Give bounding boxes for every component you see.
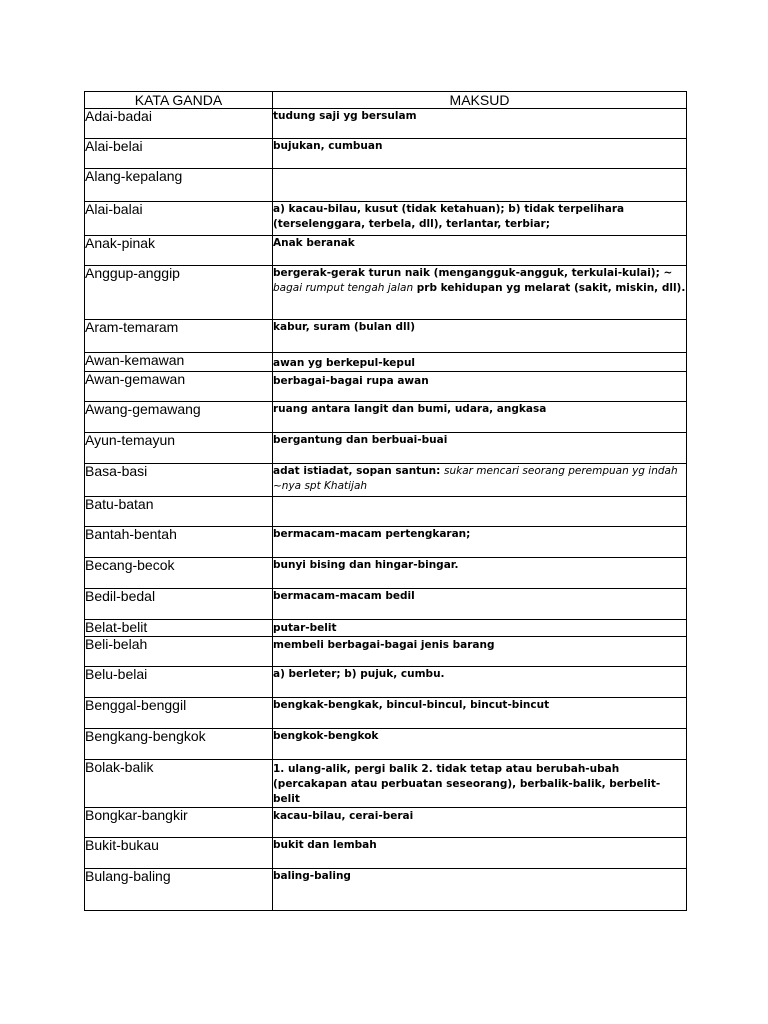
kata-ganda-cell: Belu-belai bbox=[85, 667, 273, 698]
maksud-cell bbox=[273, 353, 687, 372]
definition-text: awan yg berkepul-kepul bbox=[273, 357, 416, 369]
table-row bbox=[85, 353, 687, 372]
maksud-cell bbox=[273, 558, 687, 589]
definition-text: membeli berbagai-bagai jenis barang bbox=[273, 639, 495, 651]
table-row bbox=[85, 402, 687, 433]
table-row bbox=[85, 236, 687, 266]
definition-text: kabur, suram (bulan dll) bbox=[273, 321, 416, 333]
definition-text: ruang antara langit dan bumi, udara, angkasa bbox=[273, 403, 547, 415]
header-maksud: MAKSUD bbox=[273, 92, 687, 109]
kata-ganda-cell: Alai-belai bbox=[85, 139, 273, 169]
definition-text: bermacam-macam pertengkaran; bbox=[273, 528, 471, 540]
maksud-cell bbox=[273, 202, 687, 236]
maksud-cell bbox=[273, 497, 687, 527]
kata-ganda-cell: Ayun-temayun bbox=[85, 433, 273, 464]
maksud-cell bbox=[273, 139, 687, 169]
kata-ganda-cell: Bulang-baling bbox=[85, 869, 273, 911]
maksud-cell bbox=[273, 266, 687, 320]
table-row bbox=[85, 620, 687, 637]
kata-ganda-cell: Awang-gemawang bbox=[85, 402, 273, 433]
table-row bbox=[85, 109, 687, 139]
table-row bbox=[85, 869, 687, 911]
definition-text: bermacam-macam bedil bbox=[273, 590, 415, 602]
kata-ganda-cell: Bukit-bukau bbox=[85, 838, 273, 869]
table-row bbox=[85, 729, 687, 760]
header-kata-ganda: KATA GANDA bbox=[85, 92, 273, 109]
definition-text: a) kacau-bilau, kusut (tidak ketahuan); b) tidak terpelihara (terselenggara, terbela, dll), terlantar, terbiar; bbox=[273, 203, 625, 230]
kata-ganda-cell: Bongkar-bangkir bbox=[85, 808, 273, 838]
kata-ganda-cell: Adai-badai bbox=[85, 109, 273, 139]
maksud-cell bbox=[273, 760, 687, 808]
definition-text: berbagai-bagai rupa awan bbox=[273, 375, 429, 387]
definition-text: bergantung dan berbuai-buai bbox=[273, 434, 448, 446]
definition-text: adat istiadat, sopan santun: bbox=[273, 465, 445, 477]
table-header-row bbox=[85, 92, 687, 109]
table-row bbox=[85, 698, 687, 729]
table-row bbox=[85, 667, 687, 698]
table-row bbox=[85, 464, 687, 497]
kata-ganda-cell: Awan-gemawan bbox=[85, 372, 273, 402]
kata-ganda-cell: Aram-temaram bbox=[85, 320, 273, 353]
kata-ganda-cell: Alang-kepalang bbox=[85, 169, 273, 202]
table-row bbox=[85, 433, 687, 464]
maksud-cell bbox=[273, 637, 687, 667]
table-row bbox=[85, 497, 687, 527]
maksud-cell bbox=[273, 620, 687, 637]
table-row bbox=[85, 637, 687, 667]
table-row bbox=[85, 558, 687, 589]
definition-text: bunyi bising dan hingar-bingar. bbox=[273, 559, 459, 571]
kata-ganda-cell: Bengkang-bengkok bbox=[85, 729, 273, 760]
maksud-cell bbox=[273, 433, 687, 464]
maksud-cell bbox=[273, 320, 687, 353]
definition-text: bujukan, cumbuan bbox=[273, 140, 383, 152]
kata-ganda-table bbox=[84, 91, 687, 911]
example-text: sukar mencari seorang perempuan yg indah ~nya spt Khatijah bbox=[273, 465, 678, 492]
maksud-cell bbox=[273, 109, 687, 139]
kata-ganda-cell: Alai-balai bbox=[85, 202, 273, 236]
maksud-cell bbox=[273, 729, 687, 760]
table-row bbox=[85, 266, 687, 320]
definition-text: bergerak-gerak turun naik (mengangguk-angguk, terkulai-kulai); ~ bbox=[273, 267, 673, 279]
definition-text: prb kehidupan yg melarat (sakit, miskin, dll). bbox=[413, 282, 686, 294]
definition-text: kacau-bilau, cerai-berai bbox=[273, 810, 414, 822]
maksud-cell bbox=[273, 402, 687, 433]
table-row bbox=[85, 320, 687, 353]
table-row bbox=[85, 527, 687, 558]
kata-ganda-cell: Bolak-balik bbox=[85, 760, 273, 808]
maksud-cell bbox=[273, 589, 687, 620]
kata-ganda-cell: Beli-belah bbox=[85, 637, 273, 667]
table-row bbox=[85, 372, 687, 402]
table-row bbox=[85, 589, 687, 620]
table-row bbox=[85, 139, 687, 169]
example-text: bagai rumput tengah jalan bbox=[273, 282, 414, 294]
kata-ganda-cell: Anak-pinak bbox=[85, 236, 273, 266]
definition-text: tudung saji yg bersulam bbox=[273, 110, 417, 122]
maksud-cell bbox=[273, 869, 687, 911]
maksud-cell bbox=[273, 527, 687, 558]
definition-text: a) berleter; b) pujuk, cumbu. bbox=[273, 668, 445, 680]
table-row bbox=[85, 808, 687, 838]
kata-ganda-cell: Benggal-benggil bbox=[85, 698, 273, 729]
definition-text: putar-belit bbox=[273, 622, 337, 634]
definition-text: baling-baling bbox=[273, 870, 351, 882]
definition-text: Anak beranak bbox=[273, 237, 355, 249]
table-row bbox=[85, 169, 687, 202]
maksud-cell bbox=[273, 838, 687, 869]
definition-text: 1. ulang-alik, pergi balik 2. tidak tetap atau berubah-ubah (percakapan atau perbuatan seseorang), berbalik-balik, berbelit-belit bbox=[273, 763, 661, 805]
kata-ganda-cell: Belat-belit bbox=[85, 620, 273, 637]
kata-ganda-cell: Anggup-anggip bbox=[85, 266, 273, 320]
kata-ganda-cell: Batu-batan bbox=[85, 497, 273, 527]
kata-ganda-cell: Becang-becok bbox=[85, 558, 273, 589]
definition-text: bengkak-bengkak, bincul-bincul, bincut-bincut bbox=[273, 699, 550, 711]
maksud-cell bbox=[273, 667, 687, 698]
maksud-cell bbox=[273, 169, 687, 202]
table-row bbox=[85, 760, 687, 808]
definition-text: bukit dan lembah bbox=[273, 839, 377, 851]
table-row bbox=[85, 202, 687, 236]
definition-text: bengkok-bengkok bbox=[273, 730, 379, 742]
maksud-cell bbox=[273, 372, 687, 402]
table-row bbox=[85, 838, 687, 869]
maksud-cell bbox=[273, 808, 687, 838]
maksud-cell bbox=[273, 464, 687, 497]
maksud-cell bbox=[273, 698, 687, 729]
kata-ganda-cell: Bedil-bedal bbox=[85, 589, 273, 620]
kata-ganda-cell: Bantah-bentah bbox=[85, 527, 273, 558]
kata-ganda-cell: Awan-kemawan bbox=[85, 353, 273, 372]
maksud-cell bbox=[273, 236, 687, 266]
kata-ganda-cell: Basa-basi bbox=[85, 464, 273, 497]
